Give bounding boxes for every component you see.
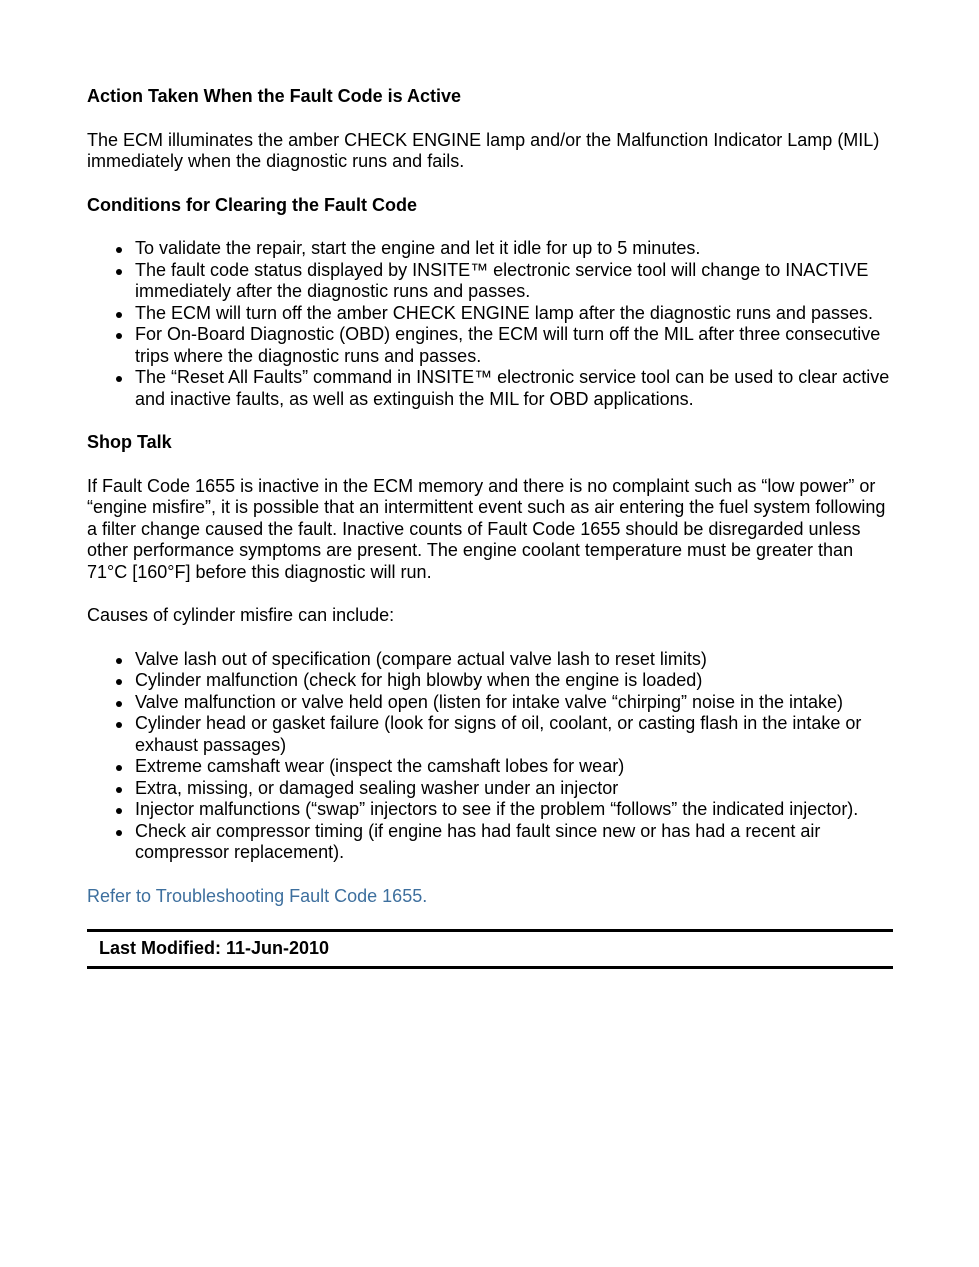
list-item [135, 756, 893, 778]
list-item [135, 260, 893, 303]
clearing-heading: Conditions for Clearing the Fault Code [87, 194, 417, 215]
list-item-text: To validate the repair, start the engine and let it idle for up to 5 minutes. [135, 238, 701, 258]
list-item-text: The ECM will turn off the amber CHECK ENGINE lamp after the diagnostic runs and passes. [135, 302, 873, 323]
list-item-text: Injector malfunctions (“swap” injectors to see if the problem “follows” the indicated injector). [135, 799, 859, 819]
list-item [135, 324, 893, 367]
action-heading: Action Taken When the Fault Code is Active [87, 86, 462, 106]
list-item [135, 713, 893, 756]
shop-talk-text: If Fault Code 1655 is inactive in the ECM memory and there is no complaint such as “low power” or “engine misfire”, it is possible that an intermittent event such as air entering the fuel system following a filter change caused the fault. Inactive counts of Fault Code 1655 should be disregarded unless other performance symptoms are present. The engine coolant temperature must be greater than 71°C [160°F] before this diagnostic will run. [87, 475, 886, 582]
bullet-icon [116, 701, 122, 707]
list-item-text: For On-Board Diagnostic (OBD) engines, the ECM will turn off the MIL after three consecutive trips where the diagnostic runs and passes. [135, 324, 881, 366]
causes-intro: Causes of cylinder misfire can include: [87, 605, 395, 625]
list-item [135, 367, 893, 410]
troubleshooting-link[interactable]: Refer to Troubleshooting Fault Code 1655. [87, 885, 428, 906]
document-page [87, 86, 893, 969]
footer-bar [87, 929, 893, 969]
bullet-icon [116, 333, 122, 339]
bullet-icon [116, 679, 122, 685]
list-item-text: Cylinder malfunction (check for high blowby when the engine is loaded) [135, 670, 703, 690]
list-item [135, 670, 893, 692]
list-item [135, 238, 893, 260]
bullet-icon [116, 658, 122, 664]
list-item [135, 692, 893, 714]
list-item-text: Extreme camshaft wear (inspect the camshaft lobes for wear) [135, 756, 625, 776]
list-item-text: Check air compressor timing (if engine has had fault since new or has had a recent air compressor replacement). [135, 820, 821, 862]
list-item [135, 303, 893, 325]
list-item [135, 821, 893, 864]
list-item-text: Extra, missing, or damaged sealing washer under an injector [135, 777, 619, 798]
bullet-icon [116, 376, 122, 382]
list-item-text: Valve lash out of specification (compare actual valve lash to reset limits) [135, 648, 707, 669]
list-item-text: The “Reset All Faults” command in INSITE™ electronic service tool can be used to clear active and inactive faults, as well as extinguish the MIL for OBD applications. [135, 367, 890, 409]
list-item-text: Cylinder head or gasket failure (look for signs of oil, coolant, or casting flash in the intake or exhaust passages) [135, 713, 862, 755]
shop-talk-heading: Shop Talk [87, 432, 172, 452]
list-item [135, 799, 893, 821]
bullet-icon [116, 269, 122, 275]
bullet-icon [116, 830, 122, 836]
bullet-icon [116, 247, 122, 253]
list-item-text: The fault code status displayed by INSITE™ electronic service tool will change to INACTIVE immediately after the diagnostic runs and passes. [135, 259, 869, 301]
bullet-icon [116, 808, 122, 814]
bullet-icon [116, 765, 122, 771]
bullet-icon [116, 787, 122, 793]
causes-list [87, 649, 893, 864]
list-item [135, 649, 893, 671]
list-item [135, 778, 893, 800]
clearing-list [87, 238, 893, 410]
bullet-icon [116, 722, 122, 728]
last-modified: Last Modified: 11-Jun-2010 [99, 938, 330, 958]
action-text: The ECM illuminates the amber CHECK ENGINE lamp and/or the Malfunction Indicator Lamp (MIL) immediately when the diagnostic runs and fails. [87, 129, 880, 171]
bullet-icon [116, 312, 122, 318]
list-item-text: Valve malfunction or valve held open (listen for intake valve “chirping” noise in the intake) [135, 691, 844, 712]
